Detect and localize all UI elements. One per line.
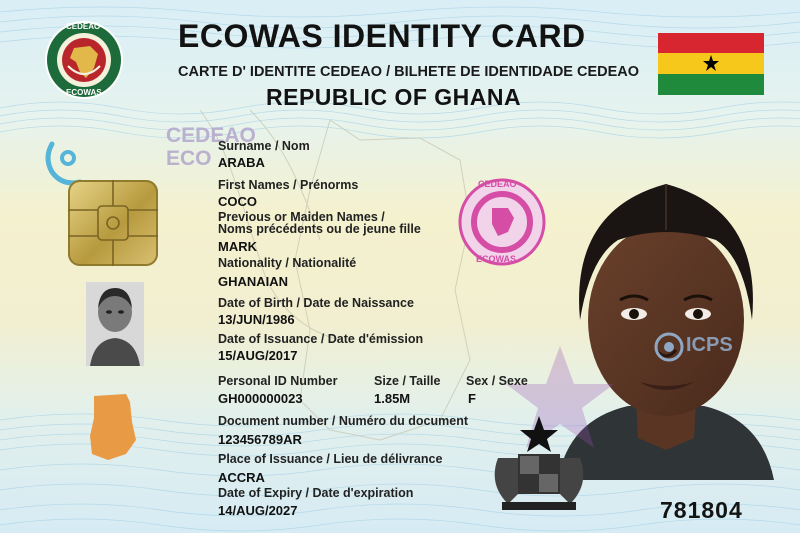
sex-value: F — [468, 391, 476, 406]
ecowas-hologram — [452, 178, 552, 266]
document-number-label: Document number / Numéro du document — [218, 414, 469, 428]
emblem-top-text: CEDEAO — [66, 22, 101, 31]
date-of-birth-label: Date of Birth / Date de Naissance — [218, 296, 414, 310]
hologram-top-text: CEDEAO — [478, 179, 517, 189]
first-names-value: COCO — [218, 194, 257, 209]
previous-names-label: Previous or Maiden Names / — [218, 210, 385, 224]
icps-watermark: ICPS — [686, 334, 733, 356]
date-of-expiry-value: 14/AUG/2027 — [218, 503, 298, 518]
date-of-issuance-value: 15/AUG/2017 — [218, 348, 298, 363]
first-names-label: First Names / Prénorms — [218, 178, 359, 192]
document-number-value: 123456789AR — [218, 432, 302, 447]
sex-label: Sex / Sexe — [466, 374, 528, 388]
coat-of-arms-icon — [484, 414, 594, 514]
emblem-bottom-text: ECOWAS — [66, 88, 102, 97]
personal-id-value: GH000000023 — [218, 391, 303, 406]
icps-logo-icon — [654, 332, 684, 362]
previous-names-label-fr: Noms précédents ou de jeune fille — [218, 222, 421, 236]
date-of-issuance-label: Date of Issuance / Date d'émission — [218, 332, 424, 346]
place-of-issuance-label: Place of Issuance / Lieu de délivrance — [218, 452, 443, 466]
card-subtitle: CARTE D' IDENTITE CEDEAO / BILHETE DE IDENTIDADE CEDEAO — [178, 64, 640, 80]
watermark-cedeao: CEDEAO — [166, 124, 256, 147]
surname-label: Surname / Nom — [218, 139, 310, 153]
card-number: 781804 — [660, 497, 743, 523]
place-of-issuance-value: ACCRA — [218, 470, 265, 485]
ghana-map-icon — [86, 392, 140, 462]
hologram-bottom-text: ECOWAS — [476, 254, 517, 264]
personal-id-label: Personal ID Number — [218, 374, 338, 388]
date-of-expiry-label: Date of Expiry / Date d'expiration — [218, 486, 414, 500]
size-label: Size / Taille — [374, 374, 441, 388]
size-value: 1.85M — [374, 391, 411, 406]
surname-value: ARABA — [218, 155, 265, 170]
country-name: REPUBLIC OF GHANA — [266, 84, 522, 110]
nationality-label: Nationality / Nationalité — [218, 256, 357, 270]
smart-chip — [68, 180, 158, 266]
black-star-icon — [702, 54, 720, 72]
nationality-value: GHANAIAN — [218, 274, 289, 289]
previous-names-value: MARK — [218, 239, 257, 254]
watermark-eco: ECO — [166, 147, 212, 170]
ghana-flag — [658, 33, 764, 95]
small-portrait-photo — [86, 282, 144, 366]
card-title: ECOWAS IDENTITY CARD — [178, 18, 586, 54]
date-of-birth-value: 13/JUN/1986 — [218, 312, 295, 327]
